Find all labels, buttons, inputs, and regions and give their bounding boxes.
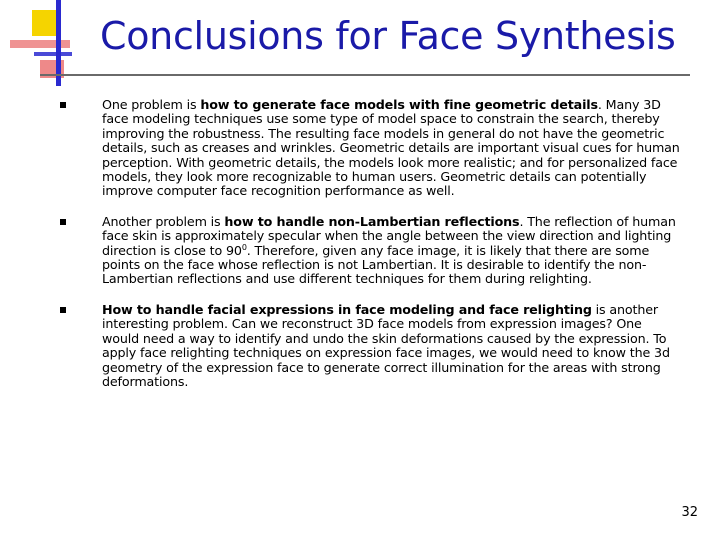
bullet-2-bold: how to handle non-Lambertian reflections — [224, 213, 520, 229]
bullet-item-3 — [60, 303, 682, 389]
bullet-marker — [60, 102, 66, 108]
bullet-item-2 — [60, 215, 682, 287]
slide-title: Conclusions for Face Synthesis — [100, 14, 676, 58]
bullet-2-superscript: 0 — [241, 242, 247, 252]
bullet-2-lead: Another problem is — [102, 213, 225, 229]
slide-logo-graphic — [0, 0, 110, 90]
bullet-2-rest: . The reflection of human face skin is approximately specular when the angle between the view direction and lighting direction is close to 90 — [102, 213, 676, 258]
bullet-marker — [60, 219, 66, 225]
bullet-item-1 — [60, 98, 682, 199]
bullet-marker — [60, 307, 66, 313]
title-divider — [40, 74, 690, 76]
bullet-3-rest: is another interesting problem. Can we reconstruct 3D face models from expression images? One would need a way to identify and undo the skin deformations caused by the expression. To apply face relighting techniques on expression face images, we would need to know the 3d geometry of the expression face to generate correct illumination for the areas with strong deformations. — [102, 301, 670, 389]
bullet-1-bold: how to generate face models with fine geometric details — [200, 97, 598, 112]
bullet-2-rest2: . Therefore, given any face image, it is likely that there are some points on the face whose reflection is not Lambertian. It is desirable to identify the non-Lambertian reflections and use different techniques for them during relighting. — [102, 242, 650, 287]
bullet-list — [60, 98, 682, 405]
bullet-3-bold: How to handle facial expressions in face modeling and face relighting — [102, 301, 592, 317]
page-number: 32 — [681, 505, 698, 520]
bullet-1-rest: . Many 3D face modeling techniques use some type of model space to constrain the search, thereby improving the robustness. The resulting face models in general do not have the geometric details, such as creases and wrinkles. Geometric details are important visual cues for human perception. With geometric details, the models look more realistic; and for personalized face models, they look more recognizable to human users. Geometric details can potentially improve computer face recognition performance as well. — [102, 97, 680, 199]
bullet-1-lead: One problem is — [102, 97, 201, 112]
